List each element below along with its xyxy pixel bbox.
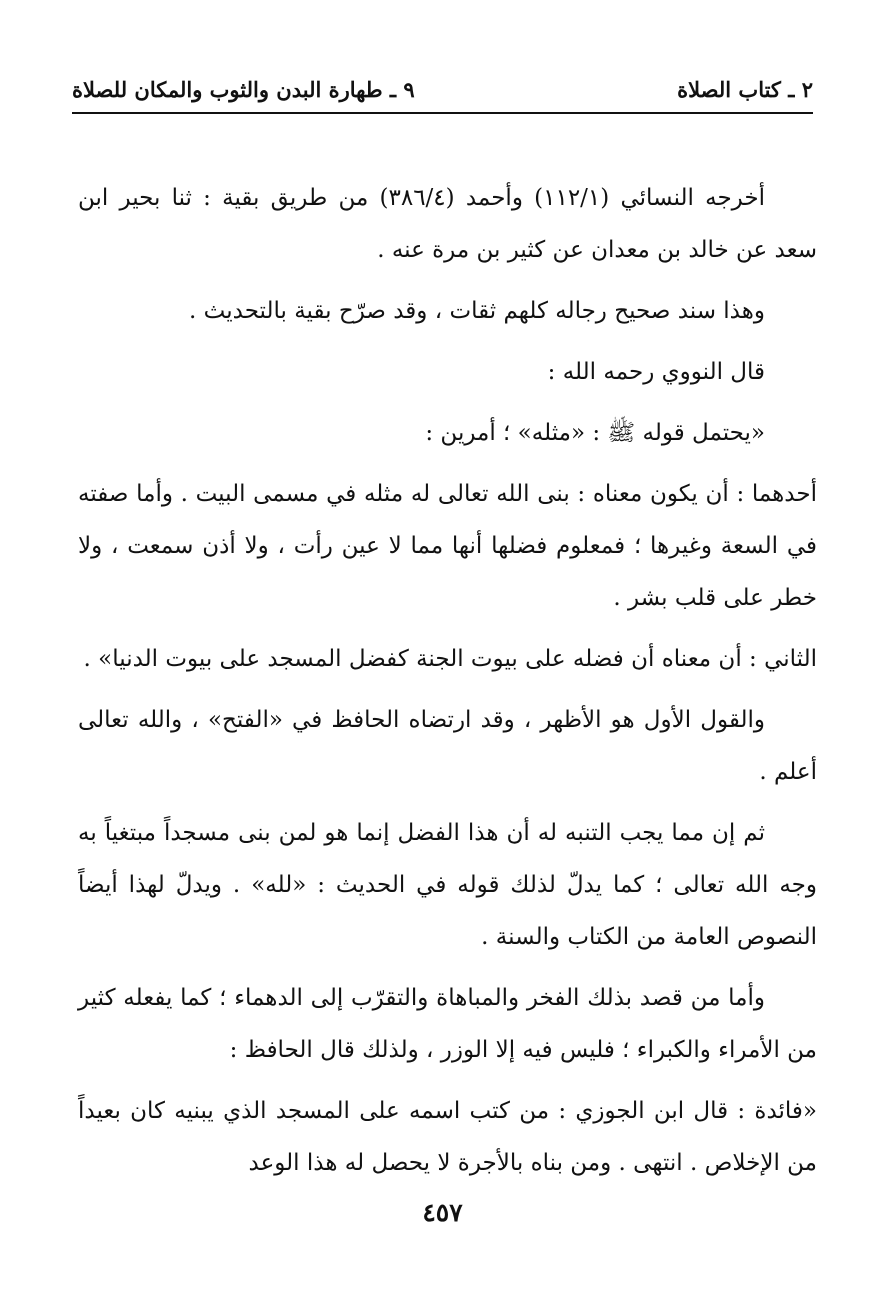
paragraph-8: ثم إن مما يجب التنبه له أن هذا الفضل إنما هو لمن بنى مسجداً مبتغياً به وجه الله تعالى ؛ كما يدلّ لذلك قوله في الحديث : «لله» . ويدلّ لهذا أيضاً النصوص العامة من الكتاب والسنة .	[78, 820, 817, 950]
page-number: ٤٥٧	[422, 1198, 463, 1227]
paragraph-10: «فائدة : قال ابن الجوزي : من كتب اسمه على المسجد الذي يبنيه كان بعيداً من الإخلاص . انتهى . ومن بناه بالأجرة لا يحصل له هذا الوعد	[78, 1098, 817, 1176]
page-body	[78, 172, 817, 1198]
paragraph-3: قال النووي رحمه الله :	[547, 359, 765, 385]
paragraph-5: أحدهما : أن يكون معناه : بنى الله تعالى له مثله في مسمى البيت . وأما صفته في السعة وغيرها ؛ فمعلوم فضلها أنها مما لا عين رأت ، ولا أذن سمعت ، ولا خطر على قلب بشر .	[78, 481, 817, 611]
paragraph-7: والقول الأول هو الأظهر ، وقد ارتضاه الحافظ في «الفتح» ، والله تعالى أعلم .	[78, 707, 817, 785]
running-header	[72, 72, 813, 106]
paragraph-6: الثاني : أن معناه أن فضله على بيوت الجنة كفضل المسجد على بيوت الدنيا» .	[83, 646, 817, 672]
chapter-title: ٢ ـ كتاب الصلاة	[677, 76, 813, 102]
paragraph-9: وأما من قصد بذلك الفخر والمباهاة والتقرّب إلى الدهماء ؛ كما يفعله كثير من الأمراء والكبراء ؛ فليس فيه إلا الوزر ، ولذلك قال الحافظ :	[78, 985, 817, 1063]
section-title: ٩ ـ طهارة البدن والثوب والمكان للصلاة	[72, 76, 415, 102]
paragraph-2: وهذا سند صحيح رجاله كلهم ثقات ، وقد صرّح بقية بالتحديث .	[189, 298, 765, 324]
header-divider	[72, 112, 813, 114]
paragraph-4: «يحتمل قوله ﷺ : «مثله» ؛ أمرين :	[425, 420, 765, 446]
paragraph-1: أخرجه النسائي (١١٢/١) وأحمد (٣٨٦/٤) من طريق بقية : ثنا بحير ابن سعد عن خالد بن معدان عن كثير بن مرة عنه .	[78, 185, 817, 263]
